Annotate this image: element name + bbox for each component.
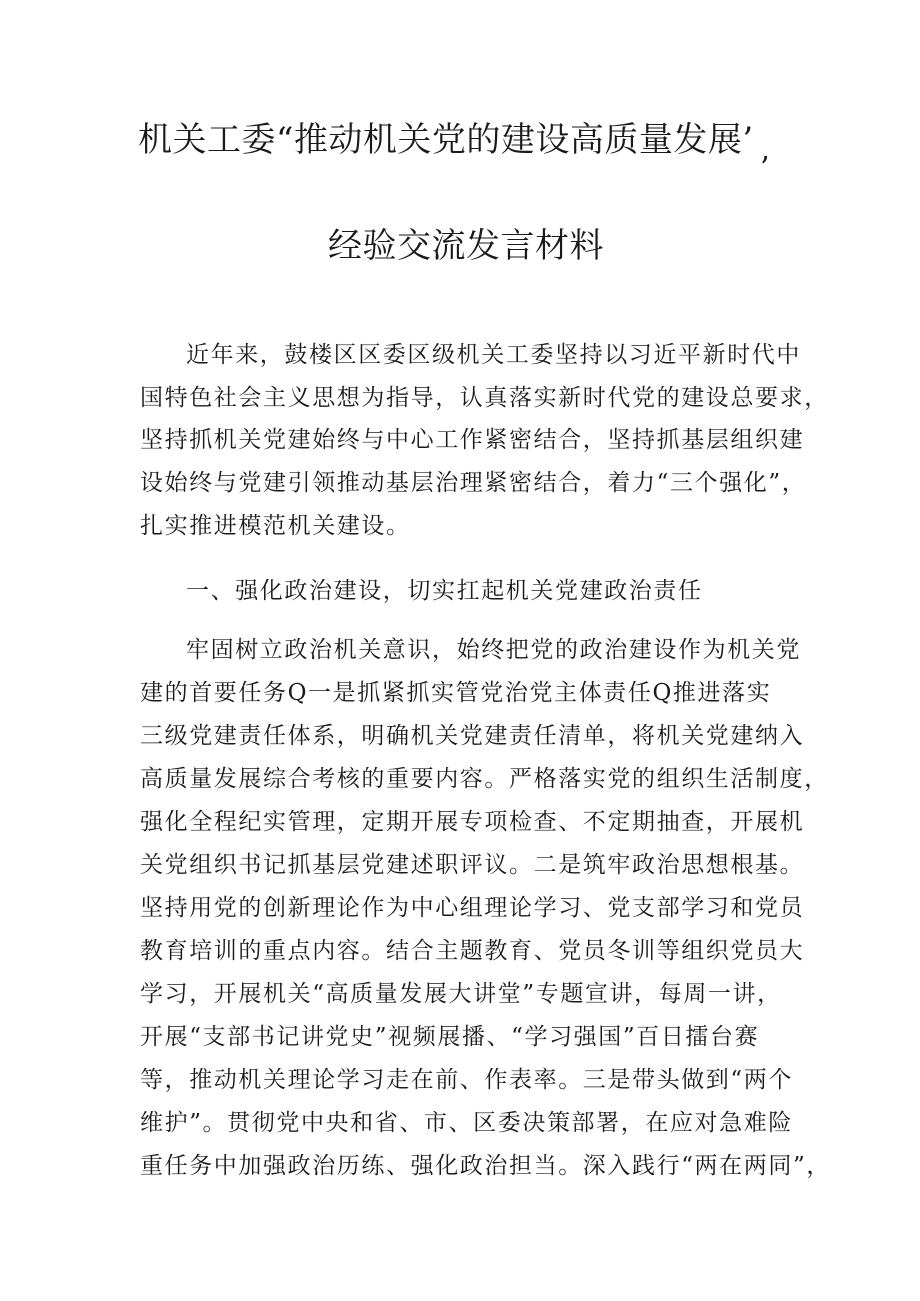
paragraph-2-line-8: 教育培训的重点内容。结合主题教育、党员冬训等组织党员大 [140,938,805,964]
paragraph-1-line-3: 坚持抓机关党建始终与中心工作紧密结合，坚持抓基层组织建 [140,427,805,453]
section-heading-1: 一、强化政治建设，切实扛起机关党建政治责任 [186,578,703,604]
paragraph-2-line-3: 三级党建责任体系，明确机关党建责任清单，将机关党建纳入 [140,723,805,749]
paragraph-2-line-12: 维护”。贯彻党中央和省、市、区委决策部署，在应对急难险 [140,1110,793,1136]
paragraph-2-line-7: 坚持用党的创新理论作为中心组理论学习、党支部学习和党员 [140,895,805,921]
document-title-line-2: 经验交流发言材料 [328,226,604,266]
document-title-line-1: 机关工委“推动机关党的建设高质量发展’ [138,120,754,160]
paragraph-2-line-11: 等，推动机关理论学习走在前、作表率。三是带头做到“两个 [140,1067,793,1093]
paragraph-2-line-10: 开展“支部书记讲党史”视频展播、“学习强国”百日擂台赛 [140,1024,760,1050]
paragraph-2-line-13: 重任务中加强政治历练、强化政治担当。深入践行“两在两同”， [140,1153,831,1179]
paragraph-2-line-6: 关党组织书记抓基层党建述职评议。二是筑牢政治思想根基。 [140,852,805,878]
paragraph-2-line-2: 建的首要任务Q一是抓紧抓实管党治党主体责任Q推进落实 [140,680,772,706]
paragraph-2-line-5: 强化全程纪实管理，定期开展专项检查、不定期抽查，开展机 [140,809,805,835]
paragraph-1-line-1: 近年来，鼓楼区区委区级机关工委坚持以习近平新时代中 [186,342,801,368]
paragraph-2-line-9: 学习，开展机关“高质量发展大讲堂”专题宣讲，每周一讲， [140,981,782,1007]
paragraph-2-line-4: 高质量发展综合考核的重要内容。严格落实党的组织生活制度， [140,766,829,792]
paragraph-1-line-5: 扎实推进模范机关建设。 [140,513,411,539]
title-quote-mark: ’ [760,151,770,186]
paragraph-2-line-1: 牢固树立政治机关意识，始终把党的政治建设作为机关党 [186,637,801,663]
paragraph-1-line-2: 国特色社会主义思想为指导，认真落实新时代党的建设总要求， [140,385,829,411]
paragraph-1-line-4: 设始终与党建引领推动基层治理紧密结合，着力“三个强化”， [140,470,807,496]
